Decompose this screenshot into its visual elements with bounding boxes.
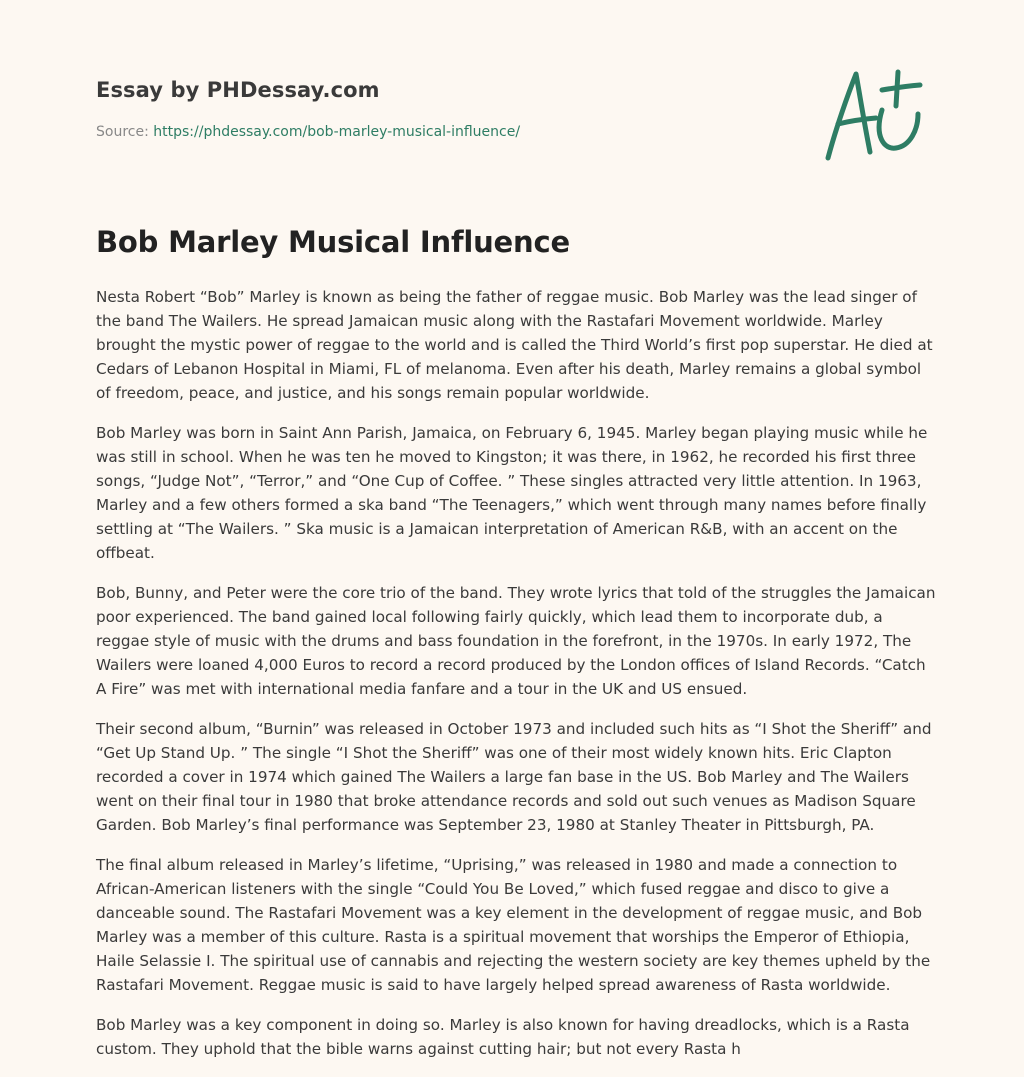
essay-paragraph: Bob, Bunny, and Peter were the core trio of the band. They wrote lyrics that told of the struggles the Jamaican poor experienced. The band gained local following fairly quickly, which lead them to incorporate dub, a reggae style of music with the drums and bass foundation in the forefront, in the 1970s. In early 1972, The Wailers were loaned 4,000 Euros to record a record produced by the London offices of Island Records. “Catch A Fire” was met with international media fanfare and a tour in the UK and US ensued. [96,584,936,698]
essay-paragraph: Bob Marley was born in Saint Ann Parish, Jamaica, on February 6, 1945. Marley began playing music while he was still in school. When he was ten he moved to Kingston; it was there, in 1962, he recorded his first three songs, “Judge Not”, “Terror,” and “One Cup of Coffee. ” These singles attracted very little attention. In 1963, Marley and a few others formed a ska band “The Teenagers,” which went through many names before finally settling at “The Wailers. ” Ska music is a Jamaican interpretation of American R&B, with an accent on the offbeat. [96,424,928,562]
source-link[interactable]: https://phdessay.com/bob-marley-musical-influence/ [153,124,521,140]
essay-paragraph: Nesta Robert “Bob” Marley is known as being the father of reggae music. Bob Marley was the lead singer of the band The Wailers. He spread Jamaican music along with the Rastafari Movement worldwide. Marley brought the mystic power of reggae to the world and is called the Third World’s first pop superstar. He died at Cedars of Lebanon Hospital in Miami, FL of melanoma. Even after his death, Marley remains a global symbol of freedom, peace, and justice, and his songs remain popular worldwide. [96,288,933,402]
source-line [96,124,520,140]
a-plus-logo-icon [818,66,928,166]
essay-title: Bob Marley Musical Influence [96,225,570,259]
page-header [96,0,928,200]
site-brand: Essay by PHDessay.com [96,78,380,102]
essay-paragraph: The final album released in Marley’s lifetime, “Uprising,” was released in 1980 and made a connection to African-American listeners with the single “Could You Be Loved,” which fused reggae and disco to give a danceable sound. The Rastafari Movement was a key element in the development of reggae music, and Bob Marley was a member of this culture. Rasta is a spiritual movement that worships the Emperor of Ethiopia, Haile Selassie I. The spiritual use of cannabis and rejecting the western society are key themes upheld by the Rastafari Movement. Reggae music is said to have largely helped spread awareness of Rasta worldwide. [96,856,931,994]
essay-paragraph: Bob Marley was a key component in doing so. Marley is also known for having dreadlocks, which is a Rasta custom. They uphold that the bible warns against cutting hair; but not every Rasta h [96,1016,910,1058]
essay-body [96,285,936,1077]
essay-paragraph: Their second album, “Burnin” was released in October 1973 and included such hits as “I Shot the Sheriff” and “Get Up Stand Up. ” The single “I Shot the Sheriff” was one of their most widely known hits. Eric Clapton recorded a cover in 1974 which gained The Wailers a large fan base in the US. Bob Marley and The Wailers went on their final tour in 1980 that broke attendance records and sold out such venues as Madison Square Garden. Bob Marley’s final performance was September 23, 1980 at Stanley Theater in Pittsburgh, PA. [96,720,932,834]
source-label: Source: [96,124,154,140]
